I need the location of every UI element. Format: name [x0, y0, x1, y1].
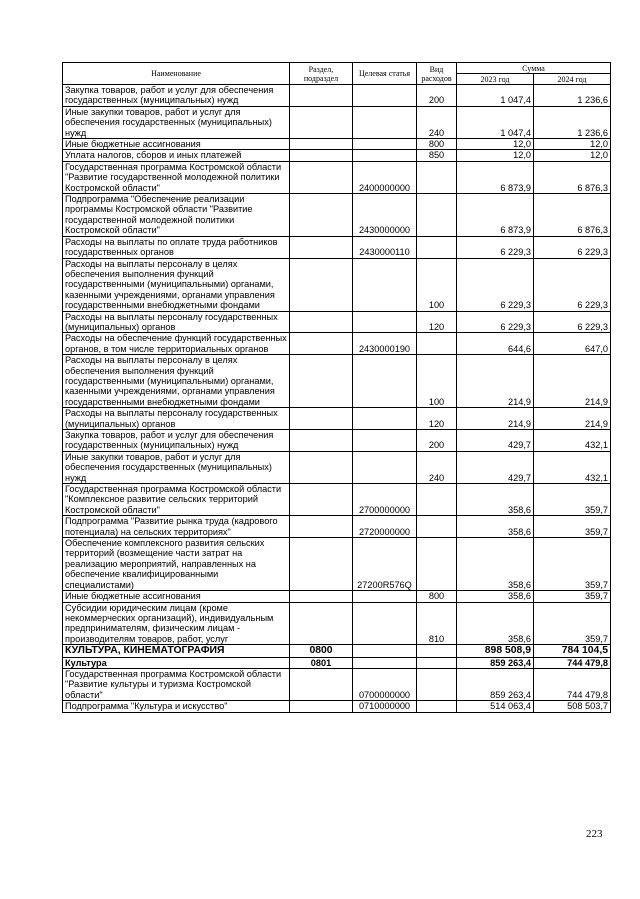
- row-sum-2023: 358,6: [457, 591, 534, 602]
- table-row: [63, 236, 611, 258]
- row-sum-2024: 6 876,3: [534, 194, 611, 237]
- row-name: Иные закупки товаров, работ и услуг для обеспечения государственных (муниципальных) нужд: [63, 106, 290, 138]
- row-expense-type: 100: [417, 355, 457, 408]
- row-sum-2023: 12,0: [457, 150, 534, 161]
- row-expense-type: [417, 538, 457, 591]
- row-section: [290, 311, 353, 333]
- row-expense-type: 850: [417, 150, 457, 161]
- table-row: [63, 333, 611, 355]
- table-row: [63, 591, 611, 602]
- row-sum-2023: 514 063,4: [457, 701, 534, 712]
- row-expense-type: 200: [417, 430, 457, 452]
- row-name: Культура: [63, 657, 290, 668]
- row-sum-2024: 432,1: [534, 430, 611, 452]
- header-article: Целевая статья: [353, 63, 417, 85]
- row-section: [290, 258, 353, 311]
- table-row: [63, 85, 611, 107]
- row-sum-2024: 508 503,7: [534, 701, 611, 712]
- table-row: [63, 311, 611, 333]
- row-article: [353, 430, 417, 452]
- row-sum-2024: 214,9: [534, 408, 611, 430]
- row-sum-2023: 12,0: [457, 139, 534, 150]
- row-sum-2023: 6 229,3: [457, 258, 534, 311]
- table-row: [63, 701, 611, 712]
- row-section: [290, 236, 353, 258]
- row-sum-2023: 644,6: [457, 333, 534, 355]
- row-expense-type: [417, 484, 457, 516]
- row-name: КУЛЬТУРА, КИНЕМАТОГРАФИЯ: [63, 645, 290, 657]
- row-sum-2023: 898 508,9: [457, 645, 534, 657]
- row-section: [290, 408, 353, 430]
- row-article: 27200R576Q: [353, 538, 417, 591]
- budget-table: [62, 62, 611, 713]
- row-expense-type: 120: [417, 408, 457, 430]
- row-sum-2024: 214,9: [534, 355, 611, 408]
- row-name: Государственная программа Костромской области "Развитие культуры и туризма Костромской области": [63, 668, 290, 700]
- table-row: [63, 106, 611, 138]
- row-sum-2024: 6 229,3: [534, 258, 611, 311]
- row-section: [290, 430, 353, 452]
- row-sum-2023: 1 047,4: [457, 85, 534, 107]
- row-article: [353, 139, 417, 150]
- table-row: [63, 657, 611, 668]
- row-article: 0710000000: [353, 701, 417, 712]
- table-row: [63, 355, 611, 408]
- row-sum-2023: 6 873,9: [457, 161, 534, 193]
- row-article: [353, 150, 417, 161]
- header-type: Вид расходов: [417, 63, 457, 85]
- row-section: [290, 355, 353, 408]
- row-article: 2430000190: [353, 333, 417, 355]
- row-article: [353, 106, 417, 138]
- row-expense-type: [417, 161, 457, 193]
- row-expense-type: 100: [417, 258, 457, 311]
- row-sum-2023: 214,9: [457, 408, 534, 430]
- header-section: Раздел, подраздел: [290, 63, 353, 85]
- row-name: Иные бюджетные ассигнования: [63, 139, 290, 150]
- row-expense-type: 120: [417, 311, 457, 333]
- row-name: Иные бюджетные ассигнования: [63, 591, 290, 602]
- row-name: Расходы на выплаты персоналу в целях обеспечения выполнения функций государственными (муниципальными) органами, казенными учреждениями, органами управления государственными внебюджетными фондами: [63, 355, 290, 408]
- table-row: [63, 516, 611, 538]
- table-row: [63, 139, 611, 150]
- table-row: [63, 408, 611, 430]
- header-year-2024: 2024 год: [534, 74, 611, 85]
- row-sum-2024: 647,0: [534, 333, 611, 355]
- row-section: [290, 668, 353, 700]
- table-row: [63, 538, 611, 591]
- header-sum: Сумма: [457, 63, 611, 74]
- row-article: 2700000000: [353, 484, 417, 516]
- row-sum-2024: 744 479,8: [534, 668, 611, 700]
- row-sum-2024: 12,0: [534, 139, 611, 150]
- row-name: Подпрограмма "Обеспечение реализации программы Костромской области "Развитие государственной молодежной политики Костромской области": [63, 194, 290, 237]
- table-row: [63, 602, 611, 645]
- row-section: [290, 602, 353, 645]
- row-article: [353, 355, 417, 408]
- row-sum-2024: 1 236,6: [534, 85, 611, 107]
- row-section: [290, 85, 353, 107]
- row-article: [353, 645, 417, 657]
- row-article: [353, 657, 417, 668]
- row-expense-type: 800: [417, 591, 457, 602]
- row-section: [290, 701, 353, 712]
- row-sum-2023: 859 263,4: [457, 668, 534, 700]
- row-expense-type: 810: [417, 602, 457, 645]
- row-sum-2024: 12,0: [534, 150, 611, 161]
- row-sum-2023: 358,6: [457, 538, 534, 591]
- row-name: Расходы на выплаты персоналу государственных (муниципальных) органов: [63, 311, 290, 333]
- row-article: [353, 85, 417, 107]
- row-name: Иные закупки товаров, работ и услуг для обеспечения государственных (муниципальных) нужд: [63, 451, 290, 483]
- row-section: 0800: [290, 645, 353, 657]
- row-sum-2023: 1 047,4: [457, 106, 534, 138]
- row-expense-type: 200: [417, 85, 457, 107]
- row-section: 0801: [290, 657, 353, 668]
- row-article: [353, 591, 417, 602]
- row-sum-2024: 432,1: [534, 451, 611, 483]
- row-expense-type: [417, 645, 457, 657]
- row-article: [353, 311, 417, 333]
- row-article: [353, 602, 417, 645]
- row-expense-type: [417, 333, 457, 355]
- row-expense-type: 800: [417, 139, 457, 150]
- table-row: [63, 258, 611, 311]
- row-sum-2023: 214,9: [457, 355, 534, 408]
- row-article: 2720000000: [353, 516, 417, 538]
- row-sum-2024: 784 104,5: [534, 645, 611, 657]
- row-sum-2024: 359,7: [534, 538, 611, 591]
- row-section: [290, 161, 353, 193]
- row-article: 0700000000: [353, 668, 417, 700]
- row-section: [290, 591, 353, 602]
- row-name: Закупка товаров, работ и услуг для обеспечения государственных (муниципальных) нужд: [63, 430, 290, 452]
- row-article: 2430000110: [353, 236, 417, 258]
- row-sum-2023: 6 229,3: [457, 311, 534, 333]
- row-expense-type: [417, 194, 457, 237]
- row-sum-2024: 359,7: [534, 602, 611, 645]
- row-sum-2024: 359,7: [534, 591, 611, 602]
- row-sum-2024: 359,7: [534, 516, 611, 538]
- row-article: [353, 258, 417, 311]
- row-name: Закупка товаров, работ и услуг для обеспечения государственных (муниципальных) нужд: [63, 85, 290, 107]
- row-name: Расходы на обеспечение функций государственных органов, в том числе территориальных органов: [63, 333, 290, 355]
- row-expense-type: [417, 701, 457, 712]
- page-number: 223: [586, 828, 603, 840]
- row-sum-2023: 429,7: [457, 430, 534, 452]
- table-row: [63, 668, 611, 700]
- row-expense-type: [417, 516, 457, 538]
- row-expense-type: 240: [417, 451, 457, 483]
- row-name: Расходы на выплаты персоналу государственных (муниципальных) органов: [63, 408, 290, 430]
- row-section: [290, 194, 353, 237]
- row-expense-type: 240: [417, 106, 457, 138]
- row-article: 2400000000: [353, 161, 417, 193]
- row-name: Уплата налогов, сборов и иных платежей: [63, 150, 290, 161]
- row-sum-2023: 358,6: [457, 516, 534, 538]
- header-year-2023: 2023 год: [457, 74, 534, 85]
- row-expense-type: [417, 668, 457, 700]
- row-section: [290, 106, 353, 138]
- row-sum-2023: 429,7: [457, 451, 534, 483]
- row-sum-2024: 6 876,3: [534, 161, 611, 193]
- row-article: 2430000000: [353, 194, 417, 237]
- row-sum-2024: 359,7: [534, 484, 611, 516]
- row-name: Подпрограмма "Культура и искусство": [63, 701, 290, 712]
- table-row: [63, 194, 611, 237]
- row-sum-2023: 859 263,4: [457, 657, 534, 668]
- row-sum-2023: 6 873,9: [457, 194, 534, 237]
- row-name: Государственная программа Костромской области "Комплексное развитие сельских территорий Костромской области": [63, 484, 290, 516]
- row-sum-2024: 1 236,6: [534, 106, 611, 138]
- row-section: [290, 484, 353, 516]
- row-sum-2023: 6 229,3: [457, 236, 534, 258]
- row-sum-2023: 358,6: [457, 602, 534, 645]
- row-name: Подпрограмма "Развитие рынка труда (кадрового потенциала) на сельских территориях": [63, 516, 290, 538]
- row-name: Расходы на выплаты по оплате труда работников государственных органов: [63, 236, 290, 258]
- table-row: [63, 161, 611, 193]
- row-name: Обеспечение комплексного развития сельских территорий (возмещение части затрат на реализацию мероприятий, направленных на обеспечение квалифицированными специалистами): [63, 538, 290, 591]
- row-sum-2024: 6 229,3: [534, 236, 611, 258]
- table-row: [63, 150, 611, 161]
- table-header: [63, 63, 611, 85]
- row-expense-type: [417, 236, 457, 258]
- row-section: [290, 139, 353, 150]
- row-expense-type: [417, 657, 457, 668]
- header-name: Наименование: [63, 63, 290, 85]
- row-name: Расходы на выплаты персоналу в целях обеспечения выполнения функций государственными (муниципальными) органами, казенными учреждениями, органами управления государственными внебюджетными фондами: [63, 258, 290, 311]
- row-name: Государственная программа Костромской области "Развитие государственной молодежной политики Костромской области": [63, 161, 290, 193]
- table-row: [63, 451, 611, 483]
- row-article: [353, 451, 417, 483]
- row-article: [353, 408, 417, 430]
- row-section: [290, 333, 353, 355]
- table-row: [63, 430, 611, 452]
- row-section: [290, 538, 353, 591]
- row-section: [290, 451, 353, 483]
- row-sum-2024: 744 479,8: [534, 657, 611, 668]
- table-row: [63, 645, 611, 657]
- row-name: Субсидии юридическим лицам (кроме некоммерческих организаций), индивидуальным предпринимателям, физическим лицам - производителям товаров, работ, услуг: [63, 602, 290, 645]
- table-body: [63, 85, 611, 713]
- table-row: [63, 484, 611, 516]
- row-section: [290, 516, 353, 538]
- row-sum-2024: 6 229,3: [534, 311, 611, 333]
- row-sum-2023: 358,6: [457, 484, 534, 516]
- row-section: [290, 150, 353, 161]
